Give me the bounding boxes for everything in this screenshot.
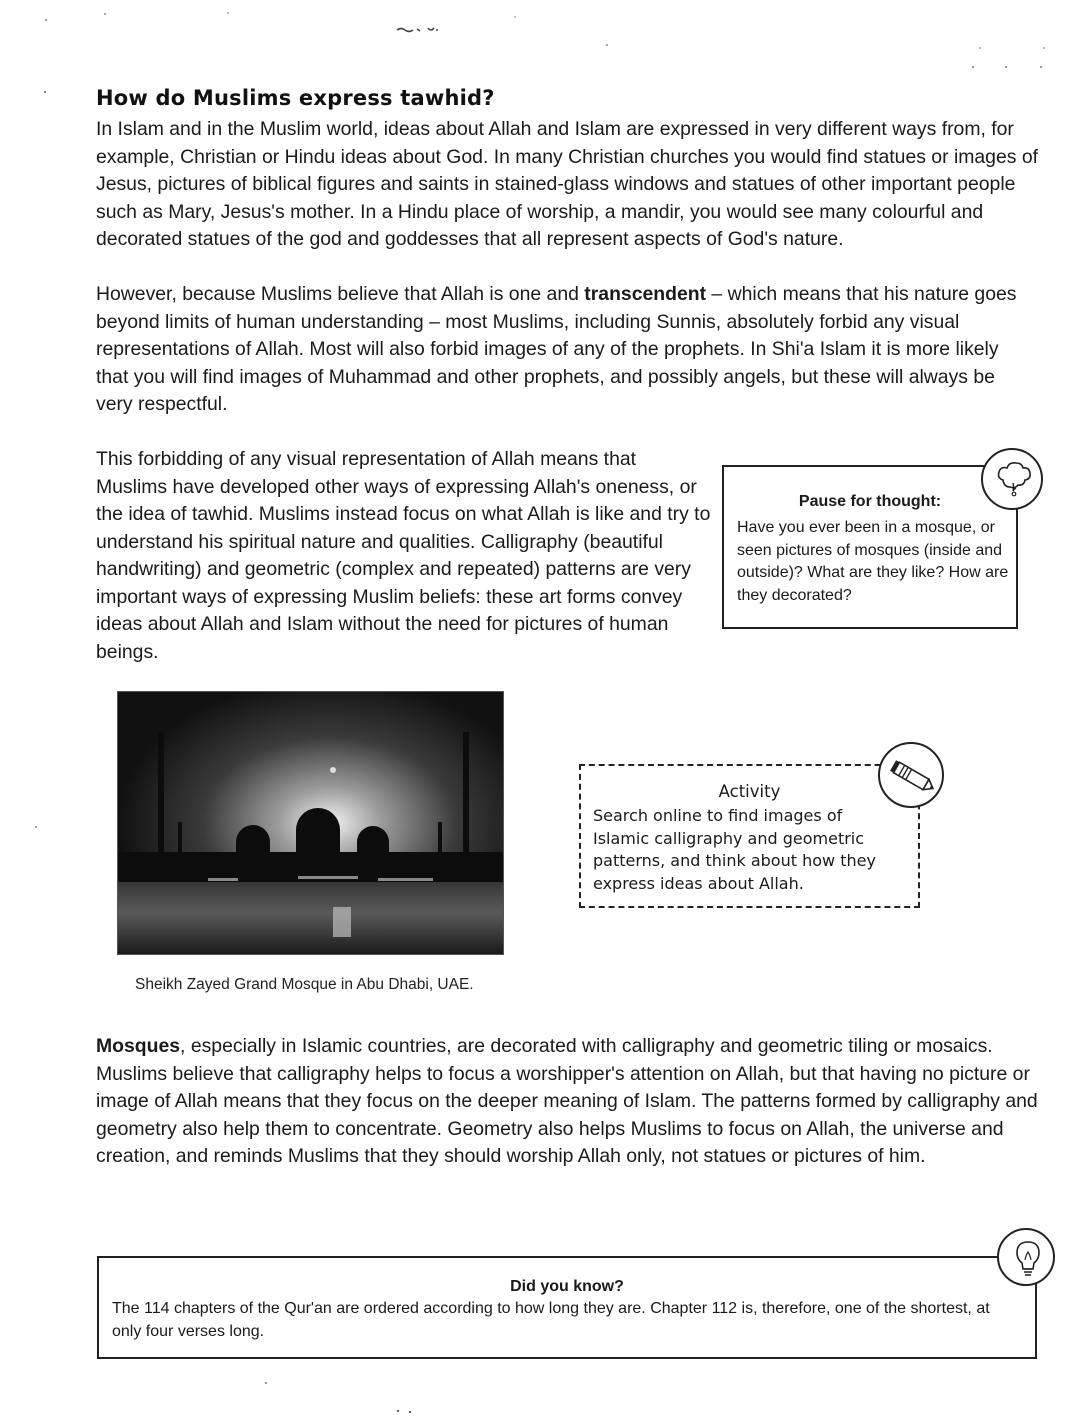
p2-text-before: However, because Muslims believe that Allah is one and bbox=[96, 283, 585, 305]
lightbulb-icon bbox=[997, 1228, 1055, 1286]
did-you-know-text: The 114 chapters of the Qur'an are ordered according to how long they are. Chapter 112 is, therefore, one of the shortest, at only four verses long. bbox=[112, 1300, 990, 1340]
pencil-icon bbox=[878, 742, 944, 808]
pause-text: Have you ever been in a mosque, or seen pictures of mosques (inside and outside)? What are they like? How are they decorated? bbox=[737, 519, 1009, 604]
mosque-photo bbox=[117, 691, 504, 955]
activity-title: Activity bbox=[718, 782, 781, 801]
activity-box bbox=[579, 764, 920, 908]
photo-caption: Sheikh Zayed Grand Mosque in Abu Dhabi, UAE. bbox=[135, 976, 474, 993]
pause-title: Pause for thought: bbox=[798, 493, 942, 510]
activity-text: Search online to find images of Islamic calligraphy and geometric patterns, and think about how they express ideas about Allah. bbox=[593, 806, 876, 893]
page-heading: How do Muslims express tawhid? bbox=[96, 86, 495, 110]
p4-text-after: , especially in Islamic countries, are decorated with calligraphy and geometric tiling or mosaics. Muslims believe that calligraphy helps to focus a worshipper's attention on Allah, but that having no picture or image of Allah means that they focus on the deeper meaning of Islam. The patterns formed by calligraphy and geometry also help them to concentrate. Geometry also helps Muslims to focus on Allah, the universe and creation, and reminds Muslims that they should worship Allah only, not statues or pictures of him. bbox=[96, 1035, 1038, 1167]
thought-bubble-icon bbox=[981, 448, 1043, 510]
did-you-know-box bbox=[97, 1256, 1037, 1359]
intro-paragraph: In Islam and in the Muslim world, ideas about Allah and Islam are expressed in very different ways from, for example, Christian or Hindu ideas about God. In many Christian churches you would find statues or images of Jesus, pictures of biblical figures and saints in stained-glass windows and statues of other important people such as Mary, Jesus's mother. In a Hindu place of worship, a mandir, you would see many colourful and decorated statues of the god and goddesses that all represent aspects of God's nature. bbox=[96, 118, 1039, 250]
keyword-transcendent: transcendent bbox=[584, 283, 707, 305]
calligraphy-paragraph: This forbidding of any visual representation of Allah means that Muslims have developed other ways of expressing Allah's oneness, or the idea of tawhid. Muslims instead focus on what Allah is like and try to understand his spiritual nature and qualities. Calligraphy (beautiful handwriting) and geometric (complex and repeated) patterns are very important ways of expressing Muslim beliefs: these art forms convey ideas about Allah and Islam without the need for pictures of human beings. bbox=[96, 448, 711, 663]
transcendent-paragraph bbox=[96, 281, 1026, 419]
did-you-know-title: Did you know? bbox=[510, 1278, 624, 1295]
p2-text-after: – which means that his nature goes beyond limits of human understanding – most Muslims, including Sunnis, absolutely forbid any visual representations of Allah. Most will also forbid images of any of the prophets. In Shi'a Islam it is more likely that you will find images of Muhammad and other prophets, and possibly angels, but these will always be very respectful. bbox=[96, 283, 1017, 415]
pause-for-thought-box bbox=[722, 465, 1018, 629]
keyword-mosques: Mosques bbox=[96, 1035, 181, 1057]
mosques-paragraph bbox=[96, 1033, 1041, 1171]
mosque-silhouette-image bbox=[118, 692, 503, 954]
